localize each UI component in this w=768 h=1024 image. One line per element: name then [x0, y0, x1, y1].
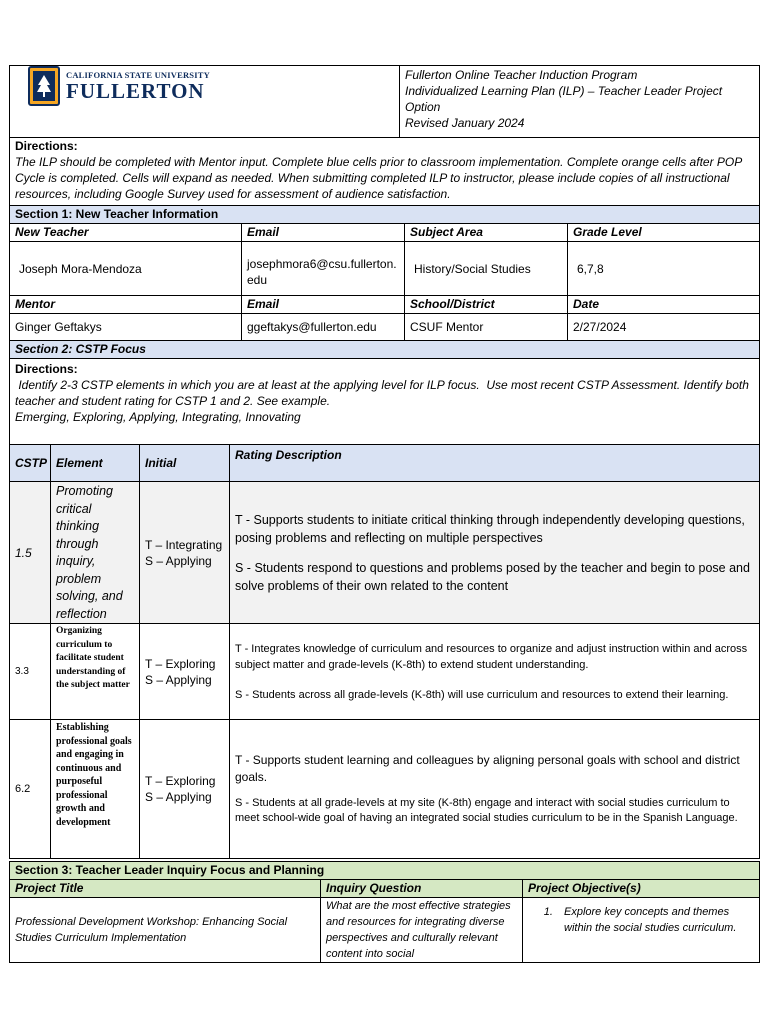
table-row — [10, 624, 760, 720]
rating-description-header: Rating Description — [230, 445, 760, 482]
objectives-list — [528, 904, 754, 936]
teacher-rating-description: T - Integrates knowledge of curriculum and resources to organize and adjust instruction within and across subject matter and grade-levels (K-8th) to extend student understanding. — [235, 642, 748, 671]
element-description: Establishing professional goals and engaging in continuous and purposeful professional growth and development — [51, 720, 140, 859]
subject-area-header: Subject Area — [405, 224, 568, 242]
new-teacher-header: New Teacher — [10, 224, 242, 242]
student-rating-description: S - Students across all grade-levels (K-8th) will use curriculum and resources to extend their learning. — [235, 688, 729, 701]
rating-description — [230, 720, 760, 859]
rating-description — [230, 482, 760, 624]
rating-description — [230, 624, 760, 720]
directions-cell — [10, 138, 760, 206]
section3-table — [9, 861, 760, 963]
section2-directions-label: Directions: — [15, 362, 78, 376]
element-header: Element — [51, 445, 140, 482]
table-row — [10, 482, 760, 624]
program-name: Fullerton Online Teacher Induction Program — [405, 68, 638, 82]
grade-level-header: Grade Level — [568, 224, 760, 242]
project-title-header: Project Title — [10, 880, 321, 898]
email-header: Email — [242, 224, 405, 242]
cstp-number: 6.2 — [10, 720, 51, 859]
initial-rating — [140, 720, 230, 859]
date-header: Date — [568, 296, 760, 314]
project-title: Professional Development Workshop: Enhancing Social Studies Curriculum Implementation — [10, 898, 321, 963]
section2-title: Section 2: CSTP Focus — [10, 341, 760, 359]
mentor-header: Mentor — [10, 296, 242, 314]
section2-directions-cell — [10, 359, 760, 445]
cstp-header: CSTP — [10, 445, 51, 482]
section3-title: Section 3: Teacher Leader Inquiry Focus and Planning — [10, 862, 760, 880]
rating-levels: Emerging, Exploring, Applying, Integrating, Innovating — [15, 410, 301, 424]
student-initial-rating: S – Applying — [145, 790, 212, 804]
logo-campus-name: FULLERTON — [66, 79, 205, 103]
inquiry-question-header: Inquiry Question — [321, 880, 523, 898]
cstp-number: 1.5 — [10, 482, 51, 624]
logo-university-system: CALIFORNIA STATE UNIVERSITY — [66, 70, 210, 80]
initial-rating — [140, 482, 230, 624]
initial-header: Initial — [140, 445, 230, 482]
element-description: Organizing curriculum to facilitate student understanding of the subject matter — [51, 624, 140, 720]
teacher-rating-description: T - Supports student learning and colleagues by aligning personal goals with school and district goals. — [235, 752, 740, 784]
directions-label: Directions: — [15, 139, 78, 153]
teacher-name: Joseph Mora-Mendoza — [10, 242, 242, 296]
teacher-initial-rating: T – Exploring — [145, 656, 216, 671]
teacher-initial-rating: T – Exploring — [145, 774, 216, 788]
initial-rating — [140, 624, 230, 720]
teacher-rating-description: T - Supports students to initiate critical thinking through independently developing questions, posing problems and reflecting on multiple perspectives — [235, 512, 745, 545]
ilp-title: Individualized Learning Plan (ILP) – Teacher Leader Project Option — [405, 84, 723, 114]
project-objectives-header: Project Objective(s) — [523, 880, 760, 898]
mentor-email: ggeftakys@fullerton.edu — [242, 314, 405, 341]
mentor-name: Ginger Geftakys — [10, 314, 242, 341]
section1-title: Section 1: New Teacher Information — [10, 206, 760, 224]
mentor-school: CSUF Mentor — [405, 314, 568, 341]
teacher-subject: History/Social Studies — [405, 242, 568, 296]
student-rating-description: S - Students at all grade-levels at my site (K-8th) engage and interact with social studies curriculum to meet school-wide goal of having an integrated social studies curriculum to be in the Spanish Language. — [235, 796, 738, 824]
revision-date: Revised January 2024 — [405, 116, 525, 130]
cstp-number: 3.3 — [10, 624, 51, 720]
ilp-main-table — [9, 137, 760, 859]
list-item: 1. Explore key concepts and themes within the social studies curriculum. — [556, 904, 754, 936]
directions-text: The ILP should be completed with Mentor input. Complete blue cells prior to classroom implementation. Complete orange cells after POP Cycle is completed. Cells will expand as needed. When submitting completed ILP to instructor, please include copies of all instructional resources, including Google Survey used for assessment of audience satisfaction. — [15, 155, 742, 201]
student-rating-description: S - Students respond to questions and problems posed by the teacher and begin to pose and solve problems of their own related to the content — [235, 560, 750, 593]
school-district-header: School/District — [405, 296, 568, 314]
student-initial-rating: S – Applying — [145, 553, 212, 568]
section2-directions-text: Identify 2-3 CSTP elements in which you are at least at the applying level for ILP focus. Use most recent CSTP Assessment. Identify both teacher and student rating for CSTP 1 and 2. See example. — [15, 378, 753, 408]
mentor-date: 2/27/2024 — [568, 314, 760, 341]
teacher-grade: 6,7,8 — [568, 242, 760, 296]
mentor-email-header: Email — [242, 296, 405, 314]
student-initial-rating: S – Applying — [145, 672, 212, 687]
inquiry-question: What are the most effective strategies and resources for integrating diverse perspectives and culturally relevant content into social — [321, 898, 523, 963]
program-info-cell — [400, 66, 760, 138]
logo-cell — [10, 66, 400, 138]
table-row — [10, 720, 760, 859]
element-description: Promoting critical thinking through inquiry, problem solving, and reflection — [51, 482, 140, 624]
teacher-email: josephmora6@csu.fullerton.edu — [242, 242, 405, 296]
teacher-initial-rating: T – Integrating — [145, 537, 223, 552]
project-objectives — [523, 898, 760, 963]
header-table — [9, 65, 760, 138]
university-seal-icon — [28, 66, 60, 106]
